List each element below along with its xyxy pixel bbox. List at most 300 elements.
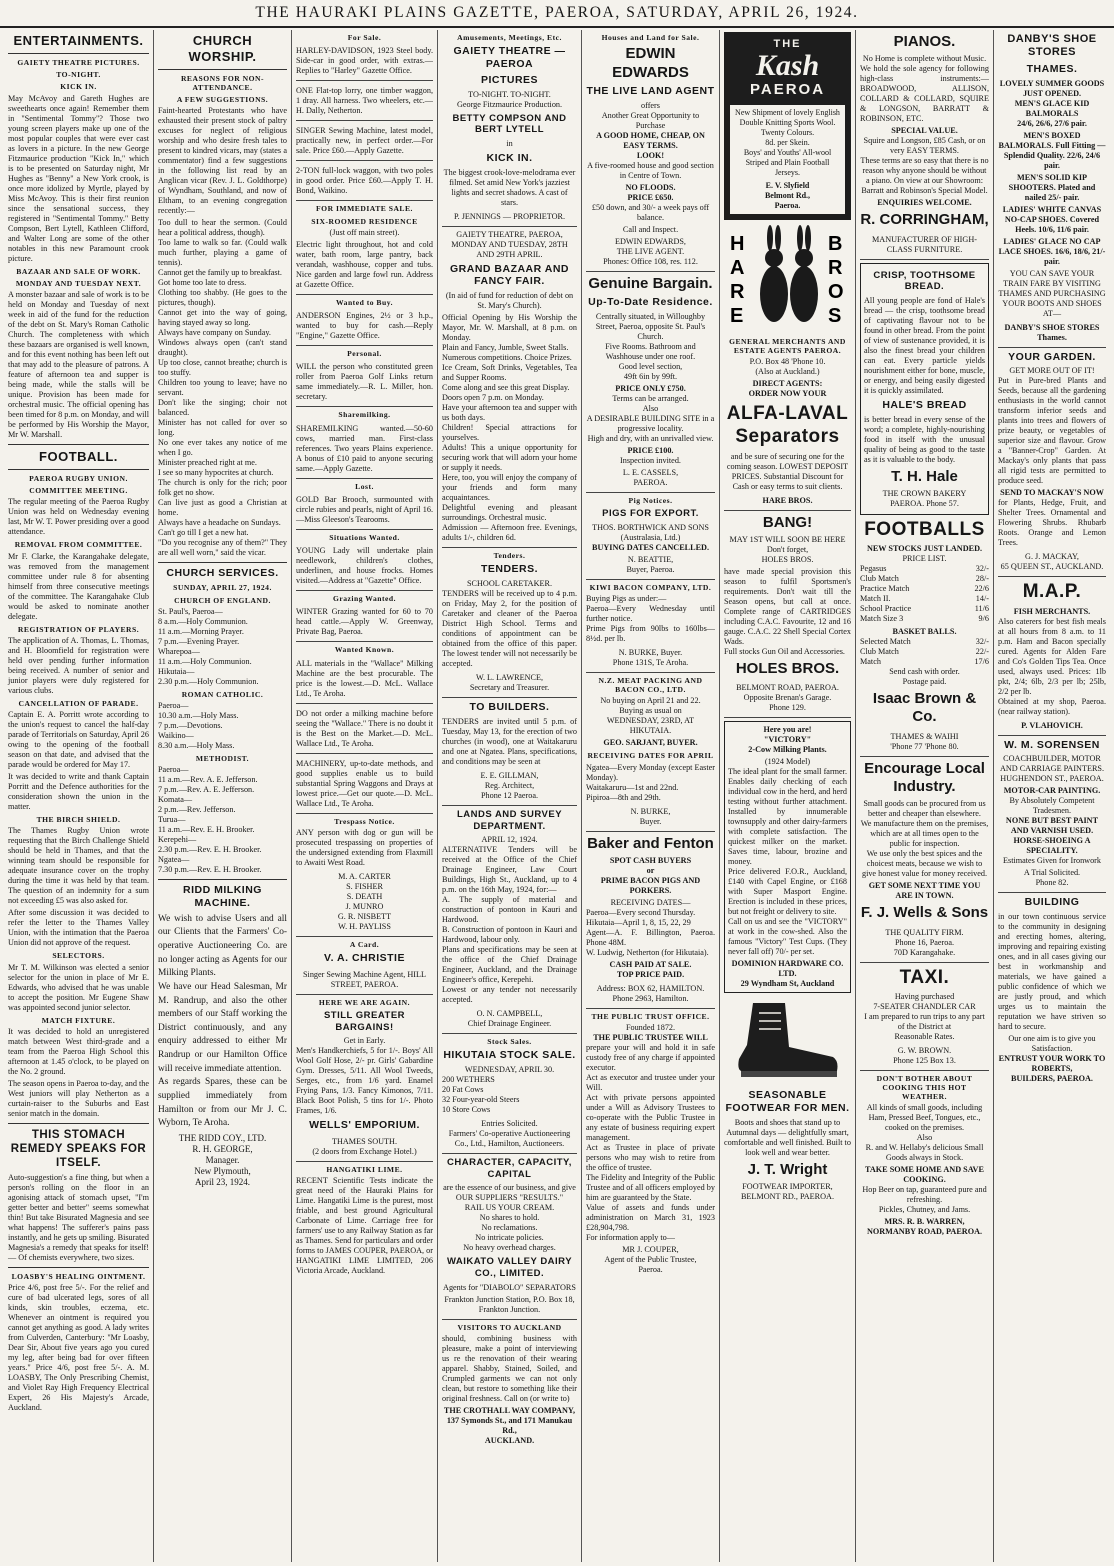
advert-heading: KICK IN.: [486, 151, 533, 164]
advert-subheading: GAIETY THEATRE, PAEROA,: [456, 229, 563, 239]
advert-heading: EDWIN EDWARDS: [612, 45, 689, 81]
advert-body: A DESIRABLE BUILDING SITE in a progressive locality. High and dry, with an unrivalled view.: [586, 413, 715, 443]
divider: [8, 1267, 149, 1268]
hare-letter-h: H: [730, 232, 745, 255]
advert-heading: RIDD MILKING MACHINE.: [183, 884, 262, 910]
advert-address: THE QUALITY FIRM. Phone 16, Paeroa. 70D Karangahake.: [860, 926, 989, 963]
divider: [8, 1123, 149, 1124]
rabbits-icon: [724, 224, 852, 334]
divider: [8, 469, 149, 470]
advert-body: Singer Sewing Machine Agent, HILL STREET, PAEROA.: [296, 968, 433, 995]
advert-heading: Encourage Local Industry.: [864, 759, 985, 795]
advert-heading: HIKUTAIA STOCK SALE.: [443, 1049, 576, 1062]
article-subheading: KICK IN.: [60, 82, 97, 92]
advert-heading: THE LIVE LAND AGENT: [586, 84, 715, 97]
article-paragraph: A monster bazaar and sale of work is to be held on Monday and Tuesday of next week in aid of the fund for the reduction of the debt on St. Mary's Roman Catholic Church. The completeness with which these bazaars are organised is well known, and for this event nothing has been left out that may add to the pleasure of patrons. A feature of afternoon tea and supper is being made, while the stalls will be unique. Provision has been made for orchestral music. The official opening has been timed for 8 p.m. on Monday, and will be performed by His Worship the Mayor, Mr W. Marshall.: [8, 290, 149, 440]
advert-heading: BETTY COMPSON AND BERT LYTELL: [452, 112, 567, 136]
advert-body: Put in Pure-bred Plants and Seeds, because all the gardening enthusiasts in the world cannot transform inferior seeds and plants into trees and flowers of prize beauty, or vegetables of superior size and flavour. Grow a "Banner-Crop" Garden. At Mackay's only plants that pass all rigid tests are permitted to produce seed.: [998, 376, 1106, 486]
article-subheading: A FEW SUGGESTIONS.: [176, 95, 269, 105]
advert-subheading: GET MORE OUT OF IT!: [1009, 366, 1095, 376]
advert-price: PRICE £100.: [627, 445, 674, 455]
bros-letter-r: R: [828, 256, 843, 279]
classified-ad: HARLEY-DAVIDSON, 1923 Steel body. Side-car in good order, with extras.—Replies to "Harley" Gazette Office.: [296, 44, 433, 81]
service-times: Paeroa— 10.30 a.m.—Holy Mass. 7 p.m.—Devotions. Waikino— 8.30 a.m.—Holy Mass.: [158, 701, 239, 751]
advert-heading: FOOTBALLS: [864, 518, 985, 540]
divider: [158, 562, 287, 563]
advert-subheading: MONDAY AND TUESDAY, 28TH AND 29TH APRIL.: [451, 239, 568, 259]
column-property: [582, 30, 720, 1562]
advert-subheading: Agents for "DIABOLO" SEPARATORS: [443, 1282, 576, 1292]
advert-body: We hold the sole agency for following high-class instruments:—BROADWOOD, ALLISON, COLLARD & COLLARD, SQUIRE & LONGSON, BARRATT & ROBINSON, ETC.: [860, 64, 989, 124]
advert-heading: CHARACTER, CAPACITY, CAPITAL: [447, 1157, 572, 1180]
advert-heading: PIANOS.: [893, 33, 956, 50]
advert-body: £50 down, and 30/- a week pays off balance.: [591, 202, 710, 222]
classified-ad: WILL the person who constituted green roller from Paeroa Golf Links return same immediately.—R. L. Miller, hon. secretary.: [296, 360, 433, 407]
advert-body: Having purchased 7-SEATER CHANDLER CAR I am prepared to run trips to any part of the District at Reasonable Rates.: [864, 991, 985, 1041]
advert-signature: THE RIDD COY., LTD. R. H. GEORGE, Manager. New Plymouth, April 23, 1924.: [178, 1132, 267, 1187]
price-row: [860, 657, 989, 667]
advert-signature: DOMINION HARDWARE CO. LTD.: [731, 959, 844, 979]
advert-heading: HALE'S BREAD: [882, 398, 967, 411]
classified-category: Lost.: [355, 481, 374, 491]
article-heading: REASONS FOR NON-ATTENDANCE.: [180, 73, 265, 92]
classified-category: A Card.: [349, 939, 380, 949]
classified-category: Tenders.: [493, 551, 526, 561]
advert-heading: HOLES BROS.: [735, 659, 840, 677]
price-item-value: 32/-: [975, 637, 989, 647]
denomination-heading: CHURCH OF ENGLAND.: [174, 595, 271, 605]
price-item: MEN'S BOXED BALMORALS. Full Fitting — Splendid Quality. 22/6, 24/6 pair.: [998, 130, 1106, 170]
advert-signature: MR J. COUPER, Agent of the Public Trustee, Paeroa.: [604, 1245, 697, 1275]
advert-body: Entries Solicited. Farmers' Co-operative Auctioneering Co., Ltd., Hamilton, Auctioneers.: [442, 1117, 577, 1154]
kash-body: [730, 105, 845, 214]
column-display-ads: [720, 30, 856, 1562]
advert-signature: DANBY'S SHOE STORES Thames.: [998, 321, 1106, 348]
advert-text: Another Great Opportunity to Purchase: [601, 110, 700, 130]
price-item-name: Match: [860, 657, 881, 667]
kash-advert: [724, 32, 851, 220]
advert-body: Price 4/6, post free 5/-. For the relief and cure of bad ulcerated legs, sores of all kinds, skin troubles, eczema, etc. Whenever an ointment is required you cannot get anything as good. A lady writes from Culverden, Canterbury: "Mr Loasby, Dear Sir, About five years ago you cured my leg, after being bad for over fifteen years." Price 4/6, post free 5/-. A. M. LOASBY, The Only Prescribing Chemist, and Violet Ray High Frequency Electrical Expert, 26 His Majesty's Arcade, Auckland.: [8, 1283, 149, 1413]
advert-body: Ngatea—Every Monday (except Easter Monday). Waitakaruru—1st and 22nd. Pipiroa—8th and 29th.: [586, 762, 715, 802]
price-item: MEN'S GLACE KID BALMORALS 24/6, 26/6, 27/6 pair.: [1014, 98, 1090, 128]
advert-subheading: BASKET BALLS.: [892, 627, 957, 637]
advert-body: We wish to advise Users and all our Clients that the Farmers' Co-operative Auctioneering Co. are no longer acting as Agents for our Milking Plants. We have our Head Salesman, Mr M. Randrup, and also the other members of our Staff working the District continuously, and any enquiry addressed to either Mr Randrup or our Hamilton Office will receive immediate attention. As regards Spares, these can be supplied immediately from Hamilton or from our Mr J. C. Wyborn, Te Aroha.: [158, 913, 287, 1129]
advert-body: A five-roomed house and good section in Centre of Town.: [587, 160, 714, 180]
advert-address: Frankton Junction Station, P.O. Box 18, Frankton Junction.: [442, 1293, 577, 1320]
advert-signature: ENTRUST YOUR WORK TO ROBERTS, BUILDERS, PAEROA.: [998, 1054, 1106, 1084]
price-row: [860, 564, 989, 574]
advert-heading: KIWI BACON COMPANY, LTD.: [589, 582, 712, 592]
price-item-name: Match Size 3: [860, 614, 904, 624]
denomination-heading: ROMAN CATHOLIC.: [181, 689, 264, 699]
advert-address: BELMONT ROAD, PAEROA. Opposite Brenan's Garage. Phone 129.: [724, 681, 851, 718]
article-subheading: REGISTRATION OF PLAYERS.: [17, 624, 140, 634]
article-subheading: SELECTORS.: [52, 951, 105, 961]
divider: [8, 53, 149, 54]
advert-text: HORSE-SHOEING A SPECIALITY.: [1013, 836, 1091, 856]
advert-body: Paeroa—Every second Thursday. Hikutaia—April 1, 8, 15, 22, 29 Agent—A. F. Billington, Paeroa. Phone 48M. W. Ludwig, Netherton (for Hikutaia).: [586, 907, 715, 957]
tender-body: ALTERNATIVE Tenders will be received at the Office of the Chief Drainage Engineer, Law Court Buildings, High St., Auckland, up to 4 p.m. on the 16th May, 1924, for:— A. The supply of material and construction of pontoon in Kauri and Hardwood. B. Construction of pontoon in Kauri and Hardwood, labour only. Plans and specifications may be seen at the office of the Chief Drainage Engineer, Auckland, and the Drainage Engineer's office, Kerepehi. Lowest or any tender not necessarily accepted.: [442, 845, 577, 1005]
advert-text: LOVELY SUMMER GOODS JUST OPENED.: [999, 78, 1105, 98]
price-item-name: School Practice: [860, 604, 912, 614]
advert-heading: GRAND BAZAAR AND FANCY FAIR.: [449, 262, 570, 288]
advert-body: Buying Pigs as under:— Paeroa—Every Wednesday until further notice. Prime Pigs from 90lbs to 160lbs—8½d. per lb.: [586, 593, 715, 643]
advert-heading: PAEROA: [749, 81, 826, 99]
classified-ad: ANY person with dog or gun will be prosecuted trespassing on properties of the undersigned extending from Flaxmill to Awaiti West Road.: [296, 827, 433, 867]
rabbit-left: [760, 225, 788, 322]
advert-address: THAMES SOUTH. (2 doors from Exchange Hotel.): [296, 1135, 433, 1162]
advert-heading: HERE WE ARE AGAIN.: [318, 997, 411, 1007]
advert-heading: PIGS FOR EXPORT.: [602, 507, 699, 519]
advert-subheading: THOS. BORTHWICK AND SONS (Australasia, Ltd.): [592, 522, 709, 542]
price-item-value: 28/-: [975, 574, 989, 584]
advert-text: GET SOME NEXT TIME YOU ARE IN TOWN.: [868, 881, 981, 901]
advert-address: FOOTWEAR IMPORTER, BELMONT RD., PAEROA.: [740, 1182, 835, 1202]
advert-body: Also caterers for best fish meals at all hours from 8 a.m. to 11 p.m. Ham and Bacon specially cured. Agents for Alden Fare and Co's Golden Tips Tea. Once used, always used. Prices: 1lb pkt, 2/4; 6lb, 2/3 per lb; 25lb, 2/2 per lb. Obtained at my shop, Paeroa. (near railway station).: [998, 616, 1106, 716]
classified-category: Pig Notices.: [628, 495, 673, 505]
article-subheading: COMMITTEE MEETING.: [29, 486, 128, 496]
price-row: [860, 574, 989, 584]
advert-subheading: WEDNESDAY, APRIL 30.: [464, 1065, 555, 1075]
advert-heading: LOASBY'S HEALING OINTMENT.: [11, 1272, 146, 1282]
section-heading: ENTERTAINMENTS.: [13, 33, 144, 48]
classified-ad: MACHINERY, up-to-date methods, and good supplies enable us to build substantial Spring Waggons and Drays at lowest price.—Get our quote.—D. McL. Wallace Ltd., Te Aroha.: [296, 757, 433, 814]
advert-body: is better bread in every sense of the word; a complete, highly-nourishing food in itself with the unusual quality of being as good to the taste as it is valuable to the body.: [864, 414, 985, 464]
price-item-name: Match II.: [860, 594, 891, 604]
advert-subheading: THE PUBLIC TRUSTEE WILL: [593, 1033, 708, 1043]
hare-letter-a: A: [730, 256, 745, 279]
advert-body: Squire and Longson, £85 Cash, or on very EASY TERMS. These terms are so easy that there is no reason why anyone should be without a piano. On view at our Showroom: Barratt and Robinson's Special Model.: [860, 136, 989, 196]
classified-category: Wanted Known.: [334, 645, 395, 655]
tender-body: TENDERS are invited until 5 p.m. of Tuesday, May 13, for the erection of two churches (in wood), one at Waitakaruru and one at Ngatea. Plans, specifications, and conditions may be seen at: [442, 717, 577, 767]
classified-category: Sharemilking.: [338, 410, 391, 420]
advert-body: Men's Handkerchiefs, 5 for 1/-. Boys' All Wool Golf Hose, 2/- pr. Girls' Gabardine Gym. Dresses, 5/11. All Wool Tweeds, Serges, etc., from 1/6 yard. Enamel Frying Pans, 1/3. Fancy Kimonos, 7/11. Black Boot Polish, 5 tins for 1/-. Photo Frames, 1/6.: [296, 1046, 433, 1116]
advert-subheading: NEW STOCKS JUST LANDED.: [866, 544, 983, 554]
advert-heading: R. CORRINGHAM,: [860, 211, 989, 229]
advert-text: Terms can be arranged.: [612, 393, 689, 403]
classified-category: Grazing Wanted.: [332, 594, 397, 603]
advert-body: RECENT Scientific Tests indicate the great need of the Hauraki Plains for Lime. Hangatiki Lime is the purest, most friable, and best ground Agricultural Carbonate of Lime. Carriage free for farmers' use to any Railway Station as far as Thames. Send for particulars and order forms to JAMES COUPER, PAEROA, or HANGATIKI LIME LIMITED, 206 Victoria Arcade, Auckland.: [296, 1176, 433, 1276]
hare-letter-e: E: [730, 304, 744, 327]
advert-heading: STILL GREATER BARGAINS!: [323, 1010, 406, 1033]
classified-ad: DO not order a milking machine before seeing the "Wallace." There is no doubt it is the Best on the Market.—D. McL. Wallace Ltd., Te Aroha.: [296, 707, 433, 754]
classified-subheading: (Just off main street).: [329, 227, 400, 237]
advert-body: for Plants, Hedge, Fruit, and Shelter Trees. Ornamental and Flowering Shrubs. Rhubarb Roots. Orange and Lemon Trees.: [998, 498, 1106, 548]
tender-body: TENDERS will be received up to 4 p.m. on Friday, May 2, for the position of Caretaker and cleaner of the Paeroa District High School. Terms and conditions of appointment can be obtained from the office of this paper. The lowest tender will not necessarily be accepted.: [442, 589, 577, 669]
section-heading: CHURCH SERVICES.: [166, 567, 279, 580]
advert-subheading: TO-NIGHT. TO-NIGHT.: [468, 89, 551, 99]
advert-heading: V. A. CHRISTIE: [324, 952, 405, 964]
classified-ad: ONE Flat-top lorry, one timber waggon, 1 dray. All harness. Two wheelers, etc.—H. Dally, Netherton.: [296, 84, 433, 121]
column-entertainments: [4, 30, 154, 1562]
price-item-name: Selected Match: [860, 637, 911, 647]
price-item: LADIES' WHITE CANVAS NO-CAP SHOES. Covered Heels. 10/6, 11/6 pair.: [1002, 204, 1102, 234]
advert-text: YOU CAN SAVE YOUR TRAIN FARE BY VISITING THAMES AND PURCHASING YOUR BOOTS AND SHOES AT—: [998, 268, 1106, 318]
advert-subheading: (1924 Model): [764, 757, 811, 767]
columns: [4, 30, 1110, 1562]
advert-heading: DON'T BOTHER ABOUT COOKING THIS HOT WEATHER.: [876, 1073, 973, 1102]
advert-heading: TENDERS.: [480, 563, 539, 576]
price-item-name: Club Match: [860, 574, 899, 584]
article-subheading: REMOVAL FROM COMMITTEE.: [14, 540, 143, 550]
article-paragraph: The season opens in Paeroa to-day, and the West juniors will play Netherton as a curtain-raiser to the Suburbs and East senior match in the domain.: [8, 1078, 149, 1118]
advert-heading: BANG!: [762, 513, 813, 531]
advert-body: prepare your will and hold it in safe custody free of any charge if appointed executor. Act as executor and trustee under your Will. Act with private persons appointed under a Will as Advisory Trustees to co-operate with the Public Trustee in any estate of business requiring expert management. Act as Trustee in place of private persons who may wish to retire from the office of trustee. The Fidelity and Integrity of the Public Trustee and of all officers employed by him are guaranteed by the State. Value of assets and funds under administration on March 31, 1923 £28,904,798. For information apply to—: [586, 1043, 715, 1243]
advert-text: Estimates Given for Ironwork: [1003, 856, 1101, 866]
advert-signature: P. VLAHOVICH.: [998, 719, 1106, 736]
classified-ad: YOUNG Lady will undertake plain needlework, children's clothes, underlinen, and house frocks. Homes visited.—Address at "Gazette" Office.: [296, 544, 433, 591]
advert-body: in our town continuous service to the community in designing and erecting homes, altering, improving and repairing existing ones, and in all cases giving our best in workmanship and materials, we have gained a public confidence of which we are justly proud, and which urges us to maintain the reputation we have striven so hard to secure.: [998, 912, 1106, 1032]
advert-body: Auto-suggestion's a fine thing, but when a person's rolling on the floor in an agonising attack of stomach upset, "I'm getter better and better" seems somewhat thin! But take Bisurated Magnesia and see what happens! The sufferer's pains pass instantly, and he gets up smiling. Bisurated Magnesia's a remedy that speaks for itself! — Of chemists everywhere, two sizes.: [8, 1173, 149, 1263]
advert-signature: N. BEATTIE, Buyer, Paeroa.: [586, 553, 715, 580]
advert-subheading: MANUFACTURER OF HIGH-CLASS FURNITURE.: [860, 233, 989, 260]
services-date: SUNDAY, APRIL 27, 1924.: [173, 583, 272, 593]
article-heading: BAZAAR AND SALE OF WORK.: [16, 266, 141, 276]
advert-text: MOTOR-CAR PAINTING.: [1003, 786, 1101, 796]
advert-body: All kinds of small goods, including Ham, Pressed Beef, Tongues, etc., cooked on the premises. Also R. and W. Hellaby's delicious Small Goods always in Stock.: [865, 1103, 984, 1163]
advert-signature: L. E. CASSELS, PAEROA.: [586, 466, 715, 493]
advert-body: Boots and shoes that stand up to Autumnal days — delightfully smart, comfortable and well finished. Built to look well and wear better.: [724, 1117, 851, 1157]
advert-signature: HARE BROS.: [724, 494, 851, 511]
advert-subheading: DIRECT AGENTS: ORDER NOW YOUR: [748, 379, 827, 399]
advert-subheading: No Home is complete without Music.: [862, 54, 987, 64]
advert-heading: Isaac Brown & Co.: [872, 690, 977, 726]
advert-signature: E. V. Slyfield Belmont Rd., Paeroa.: [764, 180, 811, 210]
divider: [158, 879, 287, 880]
hales-bread-advert: [860, 263, 989, 515]
advert-text: BUYING DATES CANCELLED.: [592, 542, 709, 552]
price-item-value: 14/-: [975, 594, 989, 604]
advert-heading: W. M. SORENSEN: [1004, 738, 1100, 751]
article-paragraph: Captain E. A. Porritt wrote according to the union's request to cancel the half-day parade of Territorials on Saturday, April 26 owing to the opening of the football season on that date, and advised that the parade would be ordered for May 17.: [8, 710, 149, 770]
classified-ad: WINTER Grazing wanted for 60 to 70 head cattle.—Apply W. Greenway, Private Bag, Paeroa.: [296, 605, 433, 642]
advert-text: By Absolutely Competent Tradesmen.: [1009, 796, 1095, 816]
column-merchants: [856, 30, 994, 1562]
advert-heading: THE PUBLIC TRUST OFFICE.: [591, 1011, 710, 1021]
price-row: [860, 637, 989, 647]
advert-address: Address: BOX 62, HAMILTON. Phone 2963, Hamilton.: [586, 982, 715, 1009]
advert-price: PRICE £650.: [627, 192, 674, 202]
column-shoe-stores: [994, 30, 1110, 1562]
article-subheading: THE BIRCH SHIELD.: [36, 815, 121, 825]
classified-heading: SIX-ROOMED RESIDENCE: [311, 216, 418, 226]
divider: [8, 444, 149, 445]
price-item-value: 22/-: [975, 647, 989, 657]
advert-text: ENQUIRIES WELCOME.: [877, 198, 972, 208]
article-subheading: MONDAY AND TUESDAY NEXT.: [15, 278, 142, 288]
divider: [158, 69, 287, 70]
classified-signatures: M. A. CARTER S. FISHER S. DEATH J. MUNRO G. R. NISBETT W. H. PAYLISS: [296, 870, 433, 937]
advert-heading: F. J. Wells & Sons: [860, 904, 989, 922]
article-paragraph: Mr F. Clarke, the Karangahake delegate, was removed from the management committee under rule 8 for absenting himself from three consecutive meetings of the committee. The Karangahake Club would be asked to nominate another delegate.: [8, 551, 149, 621]
price-item-value: 11/6: [974, 604, 989, 614]
price-row: [860, 604, 989, 614]
price-item-value: 9/6: [978, 614, 989, 624]
classified-heading: FOR IMMEDIATE SALE.: [316, 204, 413, 214]
tender-signature: O. N. CAMPBELL, Chief Drainage Engineer.: [442, 1007, 577, 1034]
classified-ad: SHAREMILKING wanted.—50-60 cows, married man. First-class references. Two years Plains experience. A bonus of £10 paid to anyone securing same.—Apply Gazette.: [296, 422, 433, 479]
classified-ad: Electric light throughout, hot and cold water, bath room, large pantry, back verandah, washhouse, copper and tubs. Nice garden and large fowl run. Address at Gazette Office.: [296, 238, 433, 295]
advert-body: Small goods can be procured from us better and cheaper than elsewhere. We manufacture them on the premises, which are at all times open to the public for inspection. We use only the best spices and the choicest meats, because we wish to give honest value for money received.: [860, 799, 989, 879]
advert-heading: Baker and Fenton: [587, 834, 714, 852]
advert-body: and be sure of securing one for the coming season. LOWEST DEPOSIT PRICES. Substantial Discount for Cash or easy terms to suit clients.: [726, 451, 849, 491]
advert-text: Hop Beer on tap, guaranteed pure and refreshing. Pickles, Chutney, and Jams.: [862, 1185, 987, 1215]
advert-subheading: SPOT CASH BUYERS or PRIME BACON PIGS AND PORKERS.: [600, 855, 701, 895]
advert-subheading: SEND TO MACKAY'S NOW: [1000, 488, 1104, 498]
advert-body: have made special provision this season to fulfil Sportsmen's requirements. Don't wait till the Season opens, but call at once. Complete range of CARTRIDGES including C.A.C. Favourite, 12 and 16 gauge. C.A.C. 22 Shell Special Cortex Wads. Full stocks Gun Oil and Accessories.: [724, 566, 851, 656]
price-item-value: 22/6: [974, 584, 989, 594]
bros-letter-o: O: [828, 280, 844, 303]
advert-heading: J. T. Wright: [747, 1160, 828, 1178]
advert-body: are the essence of our business, and give OUR SUPPLIERS "RESULTS." RAIL US YOUR CREAM. No shares to hold. No reclamations. No intricate policies. No heavy overhead charges.: [443, 1183, 576, 1253]
price-item-name: Pegasus: [860, 564, 887, 574]
classified-category: Amusements, Meetings, Etc.: [457, 33, 562, 42]
advert-heading: WELLS' EMPORIUM.: [309, 1119, 420, 1132]
article-subheading: CANCELLATION OF PARADE.: [18, 698, 139, 708]
article-paragraph: After some discussion it was decided to refer the letter to the Thames Valley Union, with the intimation that the Paeroa Union did not approve of the request.: [8, 908, 149, 948]
section-heading: FOOTBALL.: [39, 449, 118, 465]
advert-heading: PICTURES: [480, 73, 539, 86]
advert-heading: Here you are! "VICTORY" 2-Cow Milking Plants.: [748, 725, 827, 755]
classified-category: Situations Wanted.: [329, 532, 400, 542]
advert-body: New Shipment of lovely English Double Knitting Sports Wool. Twenty Colours. 8d. per Skein. Boys' and Youths' All-wool Striped and Plain Football Jerseys.: [735, 107, 840, 177]
advert-heading: THIS STOMACH REMEDY SPEAKS FOR ITSELF.: [10, 1128, 147, 1169]
column-classifieds: [292, 30, 438, 1562]
price-row: [860, 584, 989, 594]
article-heading: PAEROA RUGBY UNION.: [29, 473, 128, 483]
advert-heading: CRISP, TOOTHSOME BREAD.: [873, 269, 976, 293]
denomination-heading: METHODIST.: [195, 754, 250, 764]
advert-subheading: PRICE LIST.: [902, 554, 947, 564]
advert-subheading: THAMES.: [1026, 62, 1078, 75]
advert-body: The ideal plant for the small farmer. Enables daily checking of each individual cow in the herd, and herd testing without further attachment. Installed by innumerable townsupply and other dairy-farmers with complete satisfaction. The quickest milker on the market. Saves time, labour, brozine and money. Price delivered F.O.R., Auckland, £140 with Capel Engine, or £168 with Super Masport Engine. Erection is included in these prices, but not freight or delivery to site. Call on us and see the "VICTORY" at work in the cow-shed. Also the famous "Victory" Test Cups. (They never fall off) 70/- per set.: [728, 767, 847, 957]
article-paragraph: Faint-hearted Protestants who have exhausted their present stock of paltry excuses for neglect of religious worship and who desire fresh tales to present to kindred vicars, may (states a commentator) find a few suggestions in the following list read by an Anglican vicar (Rev. J. L. Goldthorpe) of Wyndham, Southland, and now of Eltham, to an evening congregation recently:—: [158, 106, 287, 216]
advert-signature: THE CROTHALL WAY COMPANY, 137 Symonds St., and 171 Manukau Rd., AUCKLAND.: [443, 1405, 576, 1445]
article-paragraph: The Thames Rugby Union wrote requesting that the Birch Challenge Shield should be held in Thames, and that the winning team should be responsible for adequate insurance cover on the trophy during the time it was held by that team. The question of an indemnity for a sum not exceeding £5 was also asked for.: [8, 826, 149, 906]
price-item: MEN'S SOLID KIP SHOOTERS. Plated and nailed 25/- pair.: [1008, 172, 1096, 202]
football-price-list: [860, 564, 989, 624]
advert-heading: TAXI.: [899, 966, 950, 988]
advert-signature: MRS. R. B. WARREN, NORMANBY ROAD, PAEROA.: [866, 1217, 983, 1237]
basketball-price-list: [860, 637, 989, 667]
rabbit-right: [790, 225, 818, 322]
advert-subheading: APRIL 12, 1924.: [481, 835, 538, 845]
advert-signature: P. JENNINGS — PROPRIETOR.: [442, 210, 577, 227]
price-row: [860, 594, 989, 604]
masthead: THE HAURAKI PLAINS GAZETTE, PAEROA, SATURDAY, APRIL 26, 1924.: [0, 0, 1114, 28]
price-row: [860, 614, 989, 624]
advert-subheading: SCHOOL CARETAKER.: [466, 579, 552, 589]
service-times: St. Paul's, Paeroa— 8 a.m.—Holy Communion. 11 a.m.—Morning Prayer. 7 p.m.—Evening Prayer. Wharepoa— 11 a.m.—Holy Communion. Hikutaia— 2.30 p.m.—Holy Communion.: [158, 606, 259, 686]
advert-heading: HANGATIKI LIME.: [326, 1165, 403, 1174]
classified-ad: 2-TON full-lock waggon, with two poles in good order. Price £60.—Apply T. H. Bond, Waikino.: [296, 164, 433, 201]
advert-body: All young people are fond of Hale's bread — the crisp, toothsome bread of captivating flavour not to be found in other bread. From the point of view of sustenance provided, it is also the finest bread your children can eat. Every particle yields nourishment either for bone, muscle, or energy, and being easily digested it is quickly assimilated.: [864, 295, 985, 395]
advert-subheading: Founded 1872.: [625, 1023, 676, 1033]
kash-logo: Kash: [755, 49, 820, 83]
advert-signature: GEO. SARJANT, BUYER.: [603, 738, 698, 748]
advert-text: RECEIVING DATES—: [610, 897, 691, 907]
advert-subheading: (In aid of fund for reduction of debt on St. Mary's Church).: [445, 291, 574, 311]
classified-ad: SINGER Sewing Machine, latest model, practically new, in perfect order.—For sale. Price £60.—Apply Gazette.: [296, 124, 433, 161]
advert-signature: EDWIN EDWARDS, THE LIVE AGENT. Phones: Office 108, res. 112.: [586, 235, 715, 272]
advert-heading: Genuine Bargain.: [588, 274, 713, 292]
advert-heading: YOUR GARDEN.: [1008, 350, 1096, 363]
classified-category: Personal.: [347, 349, 382, 358]
advert-text: LOOK!: [636, 150, 665, 160]
advert-signature: G. J. MACKAY, 65 QUEEN ST., AUCKLAND.: [998, 550, 1106, 577]
advert-text: CASH PAID AT SALE. TOP PRICE PAID.: [609, 959, 692, 979]
advert-heading: GENERAL MERCHANTS AND ESTATE AGENTS PAEROA.: [729, 336, 846, 355]
bros-letter-b: B: [828, 232, 843, 255]
advert-body: should, combining business with pleasure, make a point of interviewing us re the renovation of their wearing apparel. Shabby, Stained, Soiled, and Crumpled garments we can not only clean, but restore to something like their original freshness. Call on (or write to): [442, 1333, 577, 1403]
advert-text: THE: [773, 38, 802, 50]
advert-address: THAMES & WAIHI 'Phone 77 'Phone 80.: [860, 730, 989, 757]
advert-body: Centrally situated, in Willoughby Street, Paeroa, opposite St. Paul's Church. Five Rooms. Bathroom and Washhouse under one roof. Good level section, 49ft 6in by 99ft.: [595, 311, 706, 381]
advert-signature: G. W. BROWN. Phone 125 Box 13.: [860, 1044, 989, 1071]
victory-advert: [724, 721, 851, 993]
advert-text: Our one aim is to give you Satisfaction.: [1008, 1034, 1096, 1054]
advert-text: Call and Inspect.: [622, 224, 679, 234]
advert-subheading: Get in Early.: [343, 1036, 386, 1046]
column-amusements: [438, 30, 582, 1562]
price-item-name: Club Match: [860, 647, 899, 657]
article-subheading: MATCH FIXTURE.: [41, 1015, 116, 1025]
advert-text: A Trial Solicited. Phone 82.: [998, 866, 1106, 893]
article-paragraph: The regular meeting of the Paeroa Rugby Union was held on Wednesday evening last, Mr W. T. Power presiding over a good attendance.: [8, 497, 149, 537]
advert-signature: N. BURKE, Buyer.: [586, 805, 715, 832]
article-paragraph: It was decided to hold an unregistered match between West third-grade and a team from the Paeroa High School this afternoon at 1.45 o'clock, to be played on the No. 2 ground.: [8, 1026, 149, 1076]
advert-subheading: SPECIAL VALUE.: [891, 126, 958, 136]
advert-address: 29 Wyndham St, Auckland: [740, 979, 835, 989]
advert-address: THE CROWN BAKERY PAEROA. Phone 57.: [882, 488, 967, 508]
article-heading: GAIETY THEATRE PICTURES.: [17, 57, 140, 67]
bros-letter-s: S: [828, 304, 842, 327]
advert-text: Don't forget, HOLES BROS.: [761, 544, 814, 564]
advert-heading: SEASONABLE FOOTWEAR FOR MEN.: [725, 1089, 850, 1114]
price-item-name: Practice Match: [860, 584, 910, 594]
advert-address: P.O. Box 48 'Phone 10. (Also at Auckland.): [749, 357, 826, 377]
advert-heading: VISITORS TO AUCKLAND: [457, 1322, 562, 1332]
article-paragraph: May McAvoy and Gareth Hughes are sweethearts once again! Remember them in "Sentimental Tommy"? Those two young screen players make up one of the most popular couples that were ever cast as lovers in a picture. In the new George Fitzmaurice production "Kick In," which is to be presented on Saturday night, Mr Hughes as "Benny" a New York crook, is once more idolized by Myrtle, played by Miss McAvoy. This is their first reunion since the sensational success, they registered in "Sentimental Tommy." Betty Compson, Bert Lytell, Kathleen Clifford, and Walter Long are some of the other notables in this new Paramount crook picture.: [8, 93, 149, 263]
hare-bros-logo: [724, 224, 851, 334]
price-item-value: 32/-: [975, 564, 989, 574]
price-row: [860, 647, 989, 657]
classified-ad: ALL materials in the "Wallace" Milking Machine are the best procurable. The price is the lowest.—D. McL. Wallace Ltd., Te Aroha.: [296, 657, 433, 704]
classified-category: Stock Sales.: [487, 1037, 532, 1047]
advert-price: PRICE ONLY £750.: [615, 383, 686, 393]
advert-text: offers: [641, 100, 660, 110]
price-item: LADIES' GLACE NO CAP LACE SHOES. 16/6, 18/6, 21/- pair.: [998, 236, 1106, 266]
advert-text: A GOOD HOME, CHEAP, ON EASY TERMS.: [596, 130, 705, 150]
advert-heading: N.Z. MEAT PACKING AND BACON CO., LTD.: [598, 675, 703, 695]
advert-heading: LANDS AND SURVEY DEPARTMENT.: [456, 809, 563, 832]
advert-heading: GAIETY THEATRE — PAEROA: [453, 45, 566, 71]
article-paragraph: The application of A. Thomas, L. Thomas, and H. Bloomfield for registration were held over pending further information being received. A number of senior and junior players were duly registered for various clubs.: [8, 635, 149, 695]
advert-subheading: MAY 1ST WILL SOON BE HERE: [729, 534, 846, 544]
advert-heading: DANBY'S SHOE STORES: [1007, 33, 1097, 59]
advert-body: Official Opening by His Worship the Mayor, Mr. W. Marshall, at 8 p.m. on Monday. Plain and Fancy, Jumble, Sweet Stalls. Numerous competitions. Choice Prizes. Ice Cream, Soft Drinks, Vegetables, Tea and Supper Rooms. Come along and see this great Display. Doors open 7 p.m. on Monday. Have your afternoon tea and supper with us both days. Children! Special attractions for yourselves. Adults! This a unique opportunity for securing work that will adorn your home or supply it needs. Here, too, you will enjoy the company of your friends and form many acquaintances. Delightful evening and pleasant surroundings. Orchestral music. Admission — Afternoon free. Evenings, adults 1/-, children 6d.: [442, 311, 577, 548]
advert-text: Send cash with order. Postage paid.: [889, 667, 960, 687]
advert-heading: Up-To-Date Residence.: [588, 295, 713, 308]
advert-text: Also: [642, 403, 659, 413]
boot-illustration: [724, 996, 851, 1086]
classified-category: For Sale.: [347, 33, 382, 42]
advert-heading: BUILDING: [1024, 896, 1080, 909]
advert-heading: M.A.P.: [1022, 581, 1082, 603]
hare-letter-r: R: [730, 280, 745, 303]
classified-category: Wanted to Buy.: [335, 297, 393, 307]
advert-text: NO FLOODS.: [625, 182, 676, 192]
